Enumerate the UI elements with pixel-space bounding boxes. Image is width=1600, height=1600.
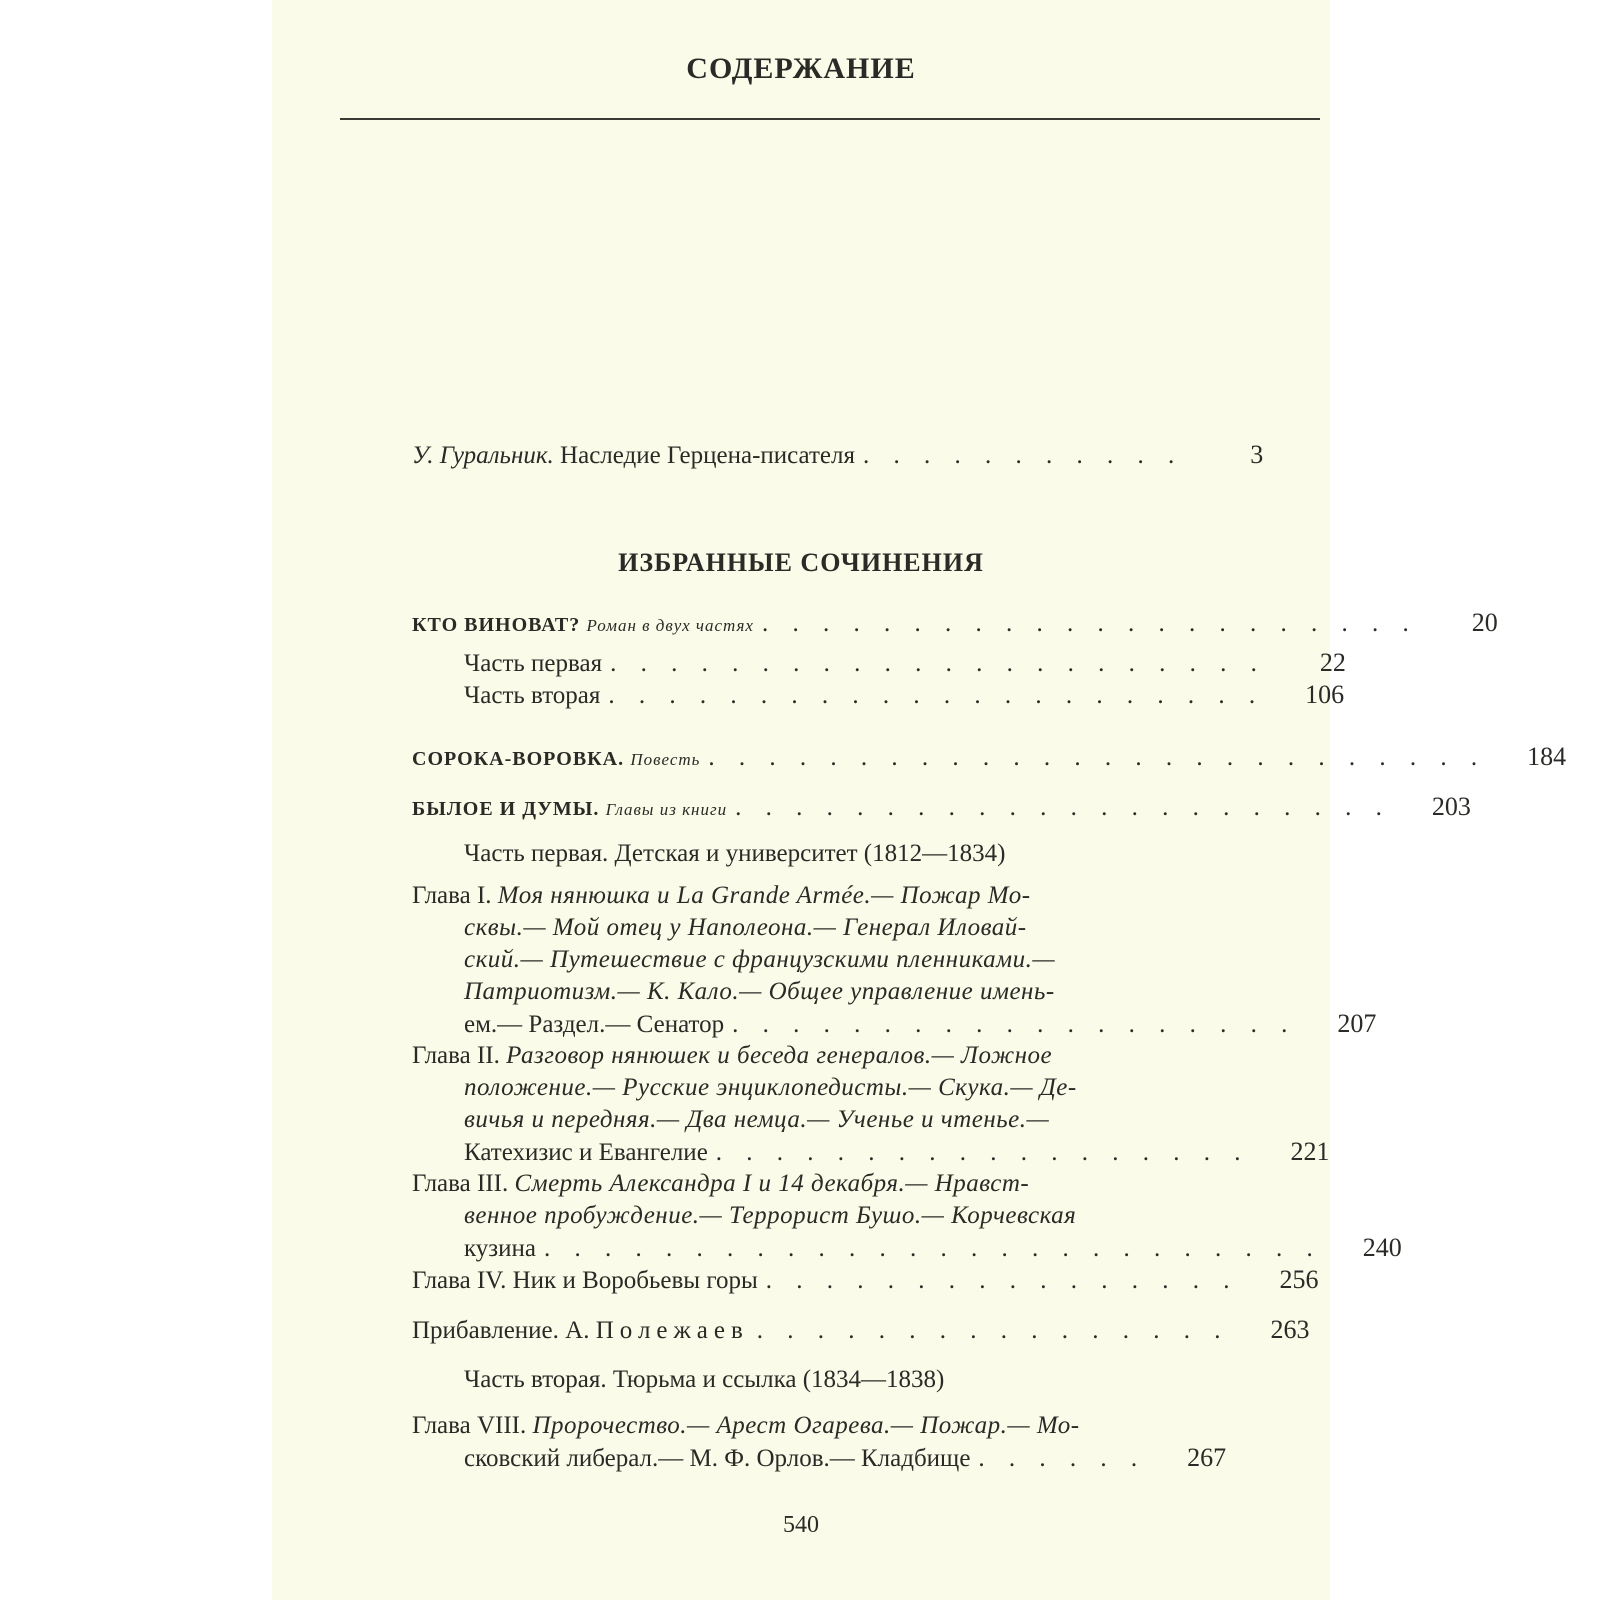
chapter-label: Глава III.: [412, 1170, 509, 1197]
intro-page: 3: [1250, 440, 1264, 469]
work-page: 184: [1527, 742, 1567, 771]
chapter-page: 256: [1279, 1265, 1319, 1294]
part-heading-text: Часть первая. Детская и университет (1812—1834): [464, 840, 1006, 867]
part-heading: [412, 840, 1212, 868]
chapter-entry: [412, 1410, 1227, 1475]
chapter-line: кузина: [464, 1235, 537, 1262]
contents-title: СОДЕРЖАНИЕ: [686, 52, 916, 85]
chapter-line: сковский либерал.— М. Ф. Орлов.— Кладбище: [464, 1445, 971, 1472]
part-heading: [412, 1366, 1212, 1394]
chapter-page: 207: [1337, 1009, 1377, 1038]
appendix-name: Полежаев: [595, 1317, 749, 1344]
intro-text: Наследие Герцена-писателя: [560, 442, 856, 469]
book-page: [272, 0, 1567, 1600]
chapter-page: 240: [1362, 1233, 1402, 1262]
dot-leader: . . . . . . . . . . .: [863, 442, 1184, 469]
chapter-line: Смерть Александра I и 14 декабря.— Нравст-: [514, 1170, 1030, 1197]
chapter-line: Катехизис и Евангелие: [464, 1139, 708, 1166]
dot-leader: . . . . . . . . . . . . . . . . . .: [715, 1139, 1250, 1166]
dot-leader: . . . . . . . . . . . . . . . . . . .: [732, 1011, 1297, 1038]
chapter-line: венное пробуждение.— Террорист Бушо.— Корчевская: [464, 1202, 1077, 1229]
chapter-entry: [412, 1264, 1319, 1297]
page-number: 540: [783, 1512, 819, 1538]
intro-author: У. Гуральник.: [412, 442, 554, 469]
work-title: СОРОКА-ВОРОВКА.: [412, 748, 625, 770]
appendix-page: 263: [1270, 1315, 1310, 1344]
chapter-line: Пророчество.— Арест Огарева.— Пожар.— Мо-: [532, 1412, 1080, 1439]
chapter-line: Патриотизм.— К. Кало.— Общее управление имень-: [464, 978, 1055, 1005]
part-page: 106: [1305, 680, 1345, 709]
chapter-label: Глава I.: [412, 882, 492, 909]
dot-leader: . . . . . . . . . . . . . . . .: [756, 1317, 1230, 1344]
work-page: 20: [1471, 608, 1498, 637]
toc-entry-work: [412, 742, 1567, 772]
appendix-entry: [412, 1314, 1310, 1347]
chapter-line: Моя нянюшка и La Grande Armée.— Пожар Мо-: [497, 882, 1031, 909]
appendix-label: Прибавление. А.: [412, 1317, 590, 1344]
chapter-entry: [412, 1168, 1402, 1265]
part-label: Часть вторая: [464, 682, 601, 709]
chapter-line: Разговор нянюшек и беседа генералов.— Ложное: [506, 1042, 1053, 1069]
title-rule: [340, 118, 1320, 120]
chapter-label: Глава VIII.: [412, 1412, 527, 1439]
chapter-entry: [412, 1040, 1330, 1169]
chapter-entry: [412, 880, 1377, 1041]
chapter-page: 267: [1187, 1443, 1227, 1472]
toc-entry-intro: [412, 440, 1264, 470]
chapter-line: Ник и Воробьевы горы: [512, 1267, 758, 1294]
work-title: КТО ВИНОВАТ?: [412, 614, 581, 636]
part-page: 22: [1319, 648, 1346, 677]
chapter-line: сквы.— Мой отец у Наполеона.— Генерал Иловай-: [464, 914, 1027, 941]
work-subtitle: Роман в двух частях: [586, 616, 754, 635]
chapter-line: ский.— Путешествие с французскими пленниками.—: [464, 946, 1056, 973]
chapter-label: Глава II.: [412, 1042, 500, 1069]
chapter-line: ем.— Раздел.— Сенатор: [464, 1011, 725, 1038]
dot-leader: . . . . . . . . . . . . . . . .: [765, 1267, 1239, 1294]
dot-leader: . . . . . . . . . . . . . . . . . . . . . . . . . .: [544, 1235, 1322, 1262]
dot-leader: . . . . . . . . . . . . . . . . . . . . . .: [761, 610, 1418, 637]
part-heading-text: Часть вторая. Тюрьма и ссылка (1834—1838): [464, 1366, 945, 1393]
toc-entry-part: [412, 680, 1345, 710]
toc-entry-part: [412, 648, 1346, 678]
chapter-line: вичья и передняя.— Два немца.— Ученье и чтенье.—: [464, 1106, 1050, 1133]
work-subtitle: Повесть: [630, 750, 701, 769]
part-label: Часть первая: [464, 650, 603, 677]
work-page: 203: [1431, 792, 1471, 821]
dot-leader: . . . . . . . . . . . . . . . . . . . . . .: [610, 650, 1266, 677]
dot-leader: . . . . . .: [978, 1445, 1147, 1472]
chapter-page: 221: [1290, 1137, 1330, 1166]
chapter-label: Глава IV.: [412, 1267, 507, 1294]
work-subtitle: Главы из книги: [605, 800, 728, 819]
toc-entry-work: [412, 792, 1471, 822]
dot-leader: . . . . . . . . . . . . . . . . . . . . . .: [608, 682, 1265, 709]
work-title: БЫЛОЕ И ДУМЫ.: [412, 798, 600, 820]
dot-leader: . . . . . . . . . . . . . . . . . . . . . . . . . .: [708, 744, 1487, 771]
section-title: ИЗБРАННЫЕ СОЧИНЕНИЯ: [618, 548, 984, 577]
dot-leader: . . . . . . . . . . . . . . . . . . . . . .: [735, 794, 1391, 821]
chapter-line: положение.— Русские энциклопедисты.— Скука.— Де-: [464, 1074, 1077, 1101]
toc-entry-work: [412, 608, 1498, 638]
